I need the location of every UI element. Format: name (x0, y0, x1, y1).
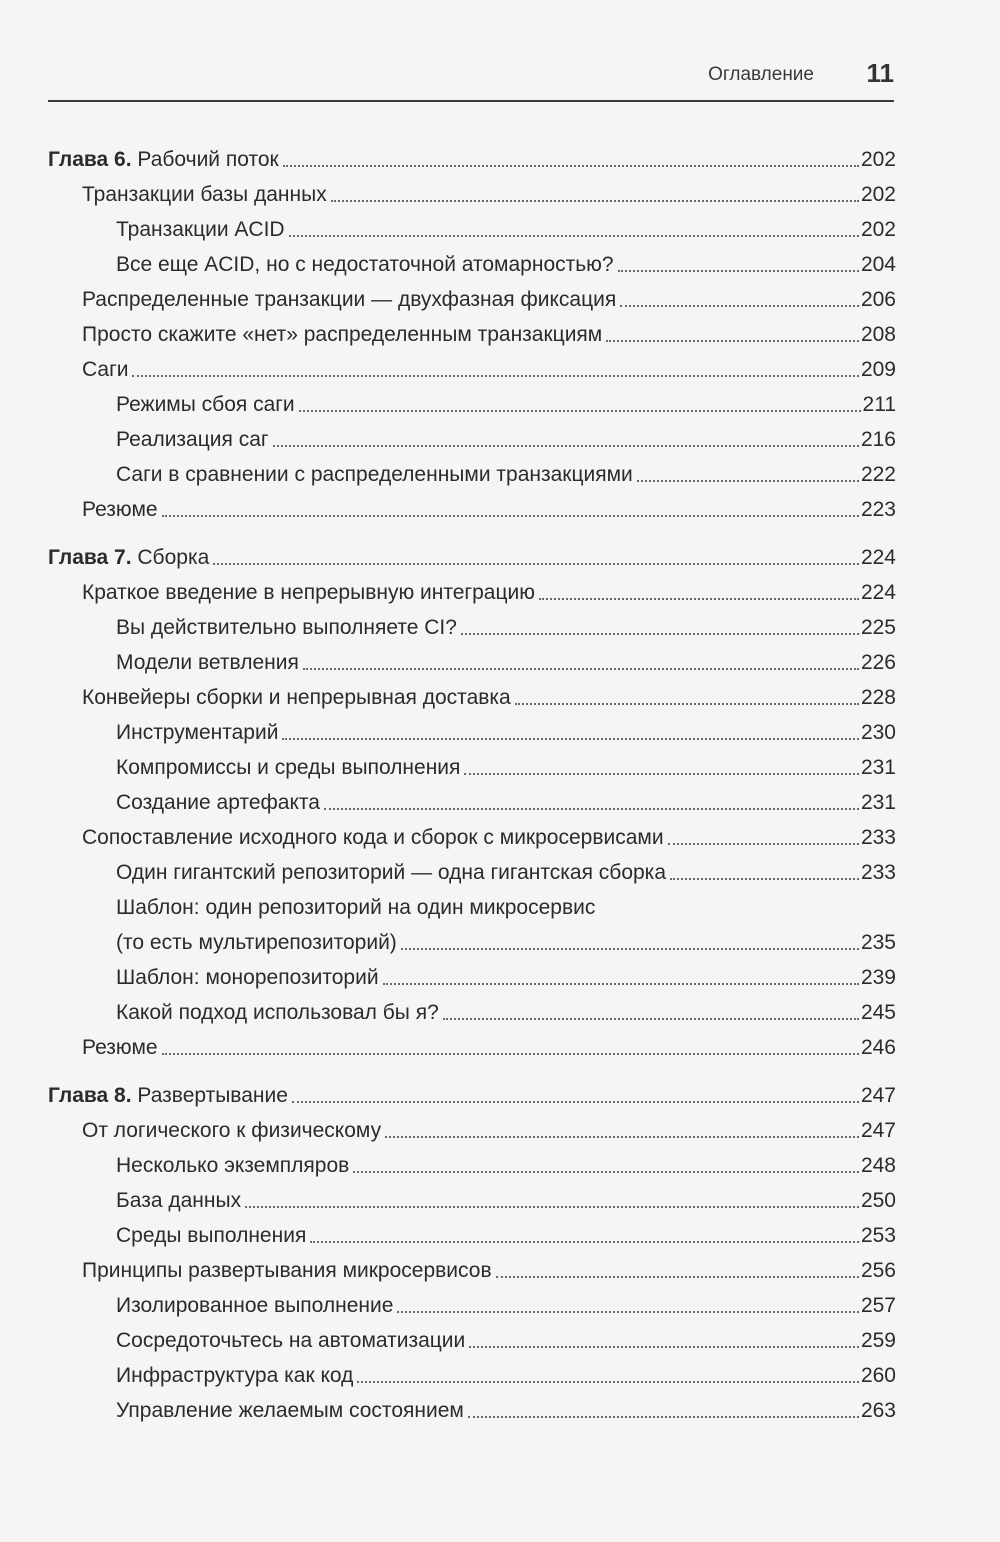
entry-title: Шаблон: монорепозиторий (116, 966, 379, 989)
toc-chapter-7[interactable] (48, 540, 896, 575)
page-ref: 222 (860, 463, 896, 486)
page-ref: 202 (860, 183, 896, 206)
page-ref: 231 (860, 791, 896, 814)
toc-entry[interactable] (48, 1218, 896, 1253)
toc-entry[interactable] (48, 715, 896, 750)
entry-title: Принципы развертывания микросервисов (82, 1259, 492, 1282)
toc-entry[interactable] (48, 457, 896, 492)
leader-dots (468, 1415, 859, 1418)
page-ref: 208 (860, 323, 896, 346)
entry-title: Режимы сбоя саги (116, 393, 295, 416)
leader-dots (464, 772, 859, 775)
toc-entry[interactable] (48, 1358, 896, 1393)
page-ref: 246 (860, 1036, 896, 1059)
page-ref: 209 (860, 358, 896, 381)
table-of-contents (48, 142, 896, 1428)
toc-entry[interactable] (48, 1183, 896, 1218)
toc-entry[interactable] (48, 680, 896, 715)
toc-entry[interactable] (48, 177, 896, 212)
page-number: 11 (866, 58, 894, 88)
leader-dots (353, 1170, 859, 1173)
toc-entry[interactable] (48, 1288, 896, 1323)
leader-dots (637, 479, 859, 482)
page-ref: 225 (860, 616, 896, 639)
toc-entry[interactable] (48, 1148, 896, 1183)
entry-title: Вы действительно выполняете CI? (116, 616, 457, 639)
leader-dots (162, 1052, 859, 1055)
toc-entry[interactable] (48, 1323, 896, 1358)
entry-title: Распределенные транзакции — двухфазная фиксация (82, 288, 617, 311)
toc-entry[interactable] (48, 422, 896, 457)
page-ref: 245 (860, 1001, 896, 1024)
page-ref: 228 (860, 686, 896, 709)
page-ref: 224 (860, 546, 896, 569)
entry-title: Конвейеры сборки и непрерывная доставка (82, 686, 511, 709)
toc-entry[interactable] (48, 282, 896, 317)
page-header (48, 56, 894, 102)
page-ref: 233 (860, 861, 896, 884)
entry-title: Транзакции базы данных (82, 183, 327, 206)
toc-entry-multiline[interactable] (48, 890, 896, 960)
page-ref: 223 (860, 498, 896, 521)
leader-dots (539, 597, 859, 600)
page-ref: 239 (860, 966, 896, 989)
chapter-title: Рабочий поток (137, 148, 279, 171)
toc-entry[interactable] (48, 785, 896, 820)
leader-dots (385, 1135, 859, 1138)
toc-entry[interactable] (48, 610, 896, 645)
entry-title: Инструментарий (116, 721, 279, 744)
page-ref: 247 (860, 1084, 896, 1107)
page-ref: 230 (860, 721, 896, 744)
leader-dots (461, 632, 859, 635)
page-ref: 216 (860, 428, 896, 451)
page-ref: 247 (860, 1119, 896, 1142)
page-ref: 202 (860, 218, 896, 241)
leader-dots (443, 1017, 859, 1020)
chapter-number: Глава 6. (48, 148, 132, 171)
toc-entry[interactable] (48, 820, 896, 855)
entry-title: Среды выполнения (116, 1224, 307, 1247)
entry-title: Несколько экземпляров (116, 1154, 350, 1177)
page-ref: 250 (860, 1189, 896, 1212)
toc-chapter-6[interactable] (48, 142, 896, 177)
leader-dots (273, 444, 859, 447)
leader-dots (245, 1205, 859, 1208)
toc-entry[interactable] (48, 1113, 896, 1148)
leader-dots (383, 982, 859, 985)
entry-title: Просто скажите «нет» распределенным транзакциям (82, 323, 603, 346)
chapter-number: Глава 7. (48, 546, 132, 569)
page-ref: 204 (860, 253, 896, 276)
leader-dots (469, 1345, 859, 1348)
toc-entry[interactable] (48, 995, 896, 1030)
entry-title: Компромиссы и среды выполнения (116, 756, 461, 779)
entry-title: Инфраструктура как код (116, 1364, 354, 1387)
leader-dots (324, 807, 859, 810)
leader-dots (289, 234, 859, 237)
page-ref: 226 (860, 651, 896, 674)
page-ref: 256 (860, 1259, 896, 1282)
page-ref: 202 (860, 148, 896, 171)
entry-title: Резюме (82, 498, 158, 521)
entry-title: Сопоставление исходного кода и сборок с микросервисами (82, 826, 664, 849)
toc-entry[interactable] (48, 1253, 896, 1288)
page-ref: 211 (862, 393, 896, 416)
leader-dots (213, 562, 859, 565)
toc-entry[interactable] (48, 855, 896, 890)
leader-dots (401, 947, 859, 950)
toc-entry[interactable] (48, 387, 896, 422)
page-ref: 259 (860, 1329, 896, 1352)
toc-entry[interactable] (48, 317, 896, 352)
chapter-spacer (48, 527, 896, 540)
leader-dots (299, 409, 861, 412)
toc-entry[interactable] (48, 212, 896, 247)
entry-title: Изолированное выполнение (116, 1294, 394, 1317)
page-ref: 206 (860, 288, 896, 311)
page-ref: 260 (860, 1364, 896, 1387)
page-ref: 224 (860, 581, 896, 604)
page-ref: 253 (860, 1224, 896, 1247)
toc-entry[interactable] (48, 575, 896, 610)
leader-dots (606, 339, 859, 342)
entry-title: Один гигантский репозиторий — одна гигантская сборка (116, 861, 666, 884)
toc-entry[interactable] (48, 750, 896, 785)
entry-title: Резюме (82, 1036, 158, 1059)
page-ref: 263 (860, 1399, 896, 1422)
leader-dots (515, 702, 859, 705)
entry-title-line2: (то есть мультирепозиторий) (116, 931, 397, 954)
chapter-title: Сборка (137, 546, 210, 569)
entry-title: Саги (82, 358, 129, 381)
entry-title: Саги в сравнении с распределенными транзакциями (116, 463, 633, 486)
toc-entry[interactable] (48, 492, 896, 527)
entry-title: Краткое введение в непрерывную интеграцию (82, 581, 535, 604)
leader-dots (670, 877, 859, 880)
entry-title: От логического к физическому (82, 1119, 382, 1142)
toc-entry[interactable] (48, 960, 896, 995)
chapter-number: Глава 8. (48, 1084, 132, 1107)
leader-dots (668, 842, 859, 845)
leader-dots (303, 667, 859, 670)
leader-dots (162, 514, 859, 517)
leader-dots (357, 1380, 859, 1383)
leader-dots (282, 737, 859, 740)
toc-entry[interactable] (48, 645, 896, 680)
entry-title: Сосредоточьтесь на автоматизации (116, 1329, 466, 1352)
page-ref: 248 (860, 1154, 896, 1177)
toc-entry[interactable] (48, 247, 896, 282)
entry-title: База данных (116, 1189, 242, 1212)
leader-dots (283, 164, 859, 167)
entry-title-line1: Шаблон: один репозиторий на один микросервис (116, 896, 596, 919)
entry-title: Модели ветвления (116, 651, 299, 674)
entry-title: Реализация саг (116, 428, 269, 451)
entry-title: Управление желаемым состоянием (116, 1399, 464, 1422)
page-ref: 231 (860, 756, 896, 779)
toc-entry[interactable] (48, 352, 896, 387)
leader-dots (397, 1310, 859, 1313)
page-ref: 235 (860, 931, 896, 954)
toc-chapter-8[interactable] (48, 1078, 896, 1113)
page-ref: 233 (860, 826, 896, 849)
toc-entry[interactable] (48, 1030, 896, 1065)
page-ref: 257 (860, 1294, 896, 1317)
leader-dots (496, 1275, 859, 1278)
chapter-title: Развертывание (137, 1084, 288, 1107)
leader-dots (331, 199, 859, 202)
leader-dots (618, 269, 859, 272)
entry-title: Все еще ACID, но с недостаточной атомарностью? (116, 253, 614, 276)
leader-dots (310, 1240, 859, 1243)
leader-dots (132, 374, 858, 377)
leader-dots (292, 1100, 859, 1103)
entry-title: Какой подход использовал бы я? (116, 1001, 439, 1024)
leader-dots (620, 304, 859, 307)
entry-title: Транзакции ACID (116, 218, 285, 241)
chapter-spacer (48, 1065, 896, 1078)
running-head: Оглавление (708, 64, 814, 85)
toc-entry[interactable] (48, 1393, 896, 1428)
entry-title: Создание артефакта (116, 791, 320, 814)
